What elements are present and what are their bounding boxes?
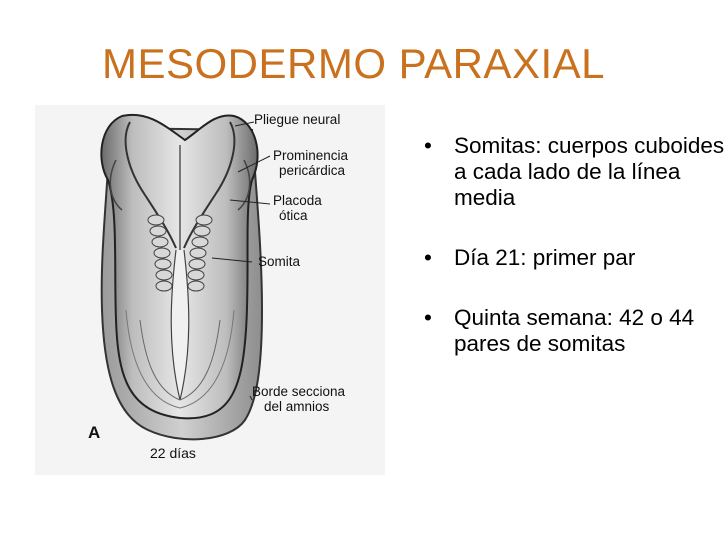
bullet-item: • Quinta semana: 42 o 44 pares de somitas bbox=[424, 305, 728, 357]
label-otic-1: Placoda bbox=[273, 193, 322, 208]
label-somite: Somita bbox=[258, 254, 301, 269]
bullet-item: • Día 21: primer par bbox=[424, 245, 728, 271]
label-neural-fold: Pliegue neural bbox=[254, 112, 341, 127]
label-panel: A bbox=[88, 423, 101, 442]
slide-title: MESODERMO PARAXIAL bbox=[102, 40, 605, 87]
label-amnion-1: Borde secciona bbox=[252, 384, 346, 399]
label-pericardial-2: pericárdica bbox=[279, 163, 346, 178]
bullet-list bbox=[424, 133, 728, 391]
label-otic-2: ótica bbox=[279, 208, 308, 223]
bullet-item: • Somitas: cuerpos cuboides a cada lado de la línea media bbox=[424, 133, 728, 211]
label-age: 22 días bbox=[150, 445, 196, 461]
label-pericardial-1: Prominencia bbox=[273, 148, 349, 163]
label-amnion-2: del amnios bbox=[264, 399, 330, 414]
embryo-illustration bbox=[30, 100, 390, 480]
